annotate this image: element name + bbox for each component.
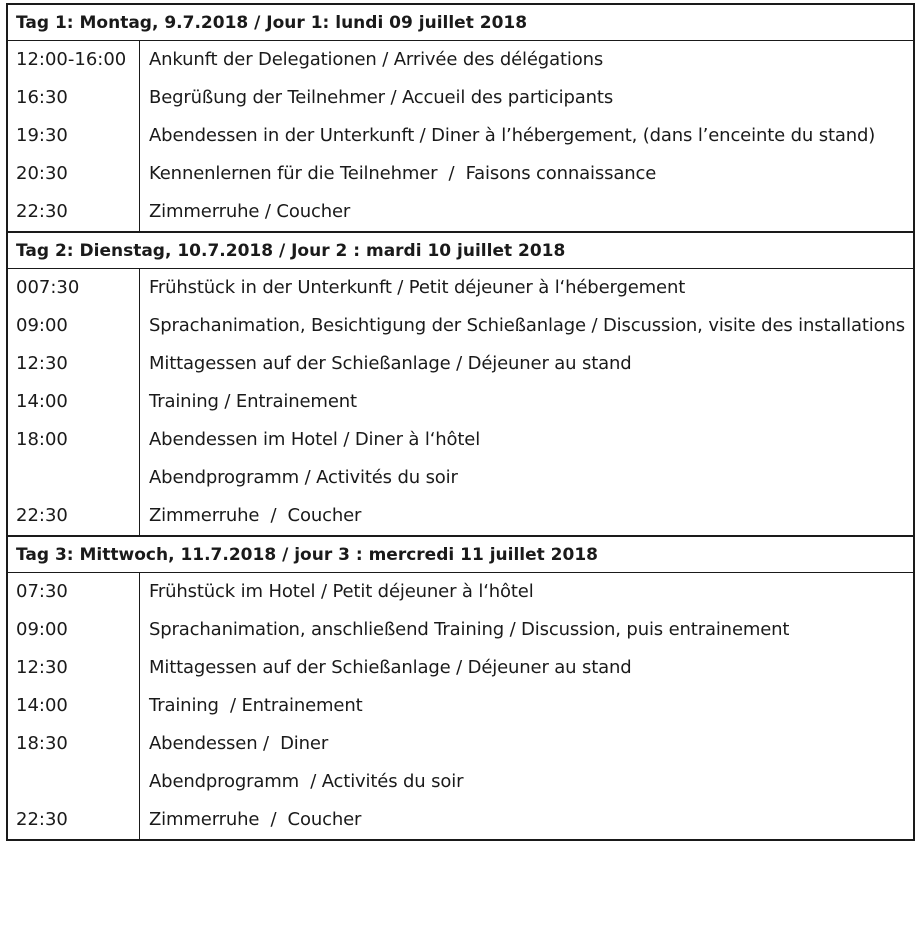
- time-cell: 12:00-16:00: [16, 49, 127, 70]
- activity-cell: Sprachanimation, Besichtigung der Schießanlage / Discussion, visite des installations: [149, 315, 905, 336]
- table-row: [8, 421, 913, 459]
- table-row: [8, 117, 913, 155]
- time-cell: 22:30: [16, 201, 68, 222]
- activity-cell: Zimmerruhe / Coucher: [149, 809, 362, 830]
- time-cell: [8, 763, 139, 801]
- time-cell: 12:30: [16, 657, 68, 678]
- day-body: [8, 41, 913, 233]
- table-row: [8, 79, 913, 117]
- table-row: [8, 497, 913, 535]
- time-cell: 19:30: [16, 125, 68, 146]
- table-row: [8, 383, 913, 421]
- time-cell: 22:30: [16, 505, 68, 526]
- time-cell: 20:30: [16, 163, 68, 184]
- activity-cell: Sprachanimation, anschließend Training / Discussion, puis entrainement: [149, 619, 790, 640]
- time-cell: 09:00: [16, 315, 68, 336]
- table-row: [8, 307, 913, 345]
- table-row: [8, 611, 913, 649]
- activity-cell: Kennenlernen für die Teilnehmer / Faisons connaissance: [149, 163, 657, 184]
- time-cell: 16:30: [16, 87, 68, 108]
- activity-cell: Begrüßung der Teilnehmer / Accueil des participants: [149, 87, 614, 108]
- time-cell: 14:00: [16, 695, 68, 716]
- time-cell: [8, 459, 139, 497]
- activity-cell: Abendessen im Hotel / Diner à l‘hôtel: [149, 429, 481, 450]
- time-cell: 007:30: [16, 277, 80, 298]
- table-row: [8, 801, 913, 839]
- table-row: [8, 155, 913, 193]
- time-cell: 18:00: [16, 429, 68, 450]
- activity-cell: Abendessen / Diner: [149, 733, 329, 754]
- activity-cell: Mittagessen auf der Schießanlage / Déjeuner au stand: [149, 353, 632, 374]
- day-header: Tag 1: Montag, 9.7.2018 / Jour 1: lundi 09 juillet 2018: [8, 5, 913, 41]
- time-cell: 14:00: [16, 391, 68, 412]
- time-cell: 12:30: [16, 353, 68, 374]
- activity-cell: Mittagessen auf der Schießanlage / Déjeuner au stand: [149, 657, 632, 678]
- activity-cell: Abendprogramm / Activités du soir: [149, 467, 458, 488]
- day-body: [8, 269, 913, 537]
- activity-cell: Abendessen in der Unterkunft / Diner à l’hébergement, (dans l’enceinte du stand): [149, 125, 876, 146]
- table-row: [8, 725, 913, 763]
- time-cell: 22:30: [16, 809, 68, 830]
- activity-cell: Training / Entrainement: [149, 391, 357, 412]
- table-row: [8, 41, 913, 79]
- activity-cell: Zimmerruhe / Coucher: [149, 201, 351, 222]
- activity-cell: Ankunft der Delegationen / Arrivée des délégations: [149, 49, 604, 70]
- table-row: [8, 269, 913, 307]
- activity-cell: Zimmerruhe / Coucher: [149, 505, 362, 526]
- table-row: [8, 687, 913, 725]
- day-body: [8, 573, 913, 839]
- table-row: [8, 573, 913, 611]
- activity-cell: Abendprogramm / Activités du soir: [149, 771, 464, 792]
- table-row: [8, 193, 913, 231]
- day-header: Tag 3: Mittwoch, 11.7.2018 / jour 3 : mercredi 11 juillet 2018: [8, 537, 913, 573]
- time-cell: 18:30: [16, 733, 68, 754]
- time-cell: 07:30: [16, 581, 68, 602]
- time-cell: 09:00: [16, 619, 68, 640]
- table-row: [8, 345, 913, 383]
- activity-cell: Training / Entrainement: [149, 695, 363, 716]
- table-row: [8, 459, 913, 497]
- table-row: [8, 649, 913, 687]
- schedule-table: [6, 3, 915, 841]
- day-header: Tag 2: Dienstag, 10.7.2018 / Jour 2 : mardi 10 juillet 2018: [8, 233, 913, 269]
- activity-cell: Frühstück im Hotel / Petit déjeuner à l‘hôtel: [149, 581, 534, 602]
- table-row: [8, 763, 913, 801]
- activity-cell: Frühstück in der Unterkunft / Petit déjeuner à l‘hébergement: [149, 277, 686, 298]
